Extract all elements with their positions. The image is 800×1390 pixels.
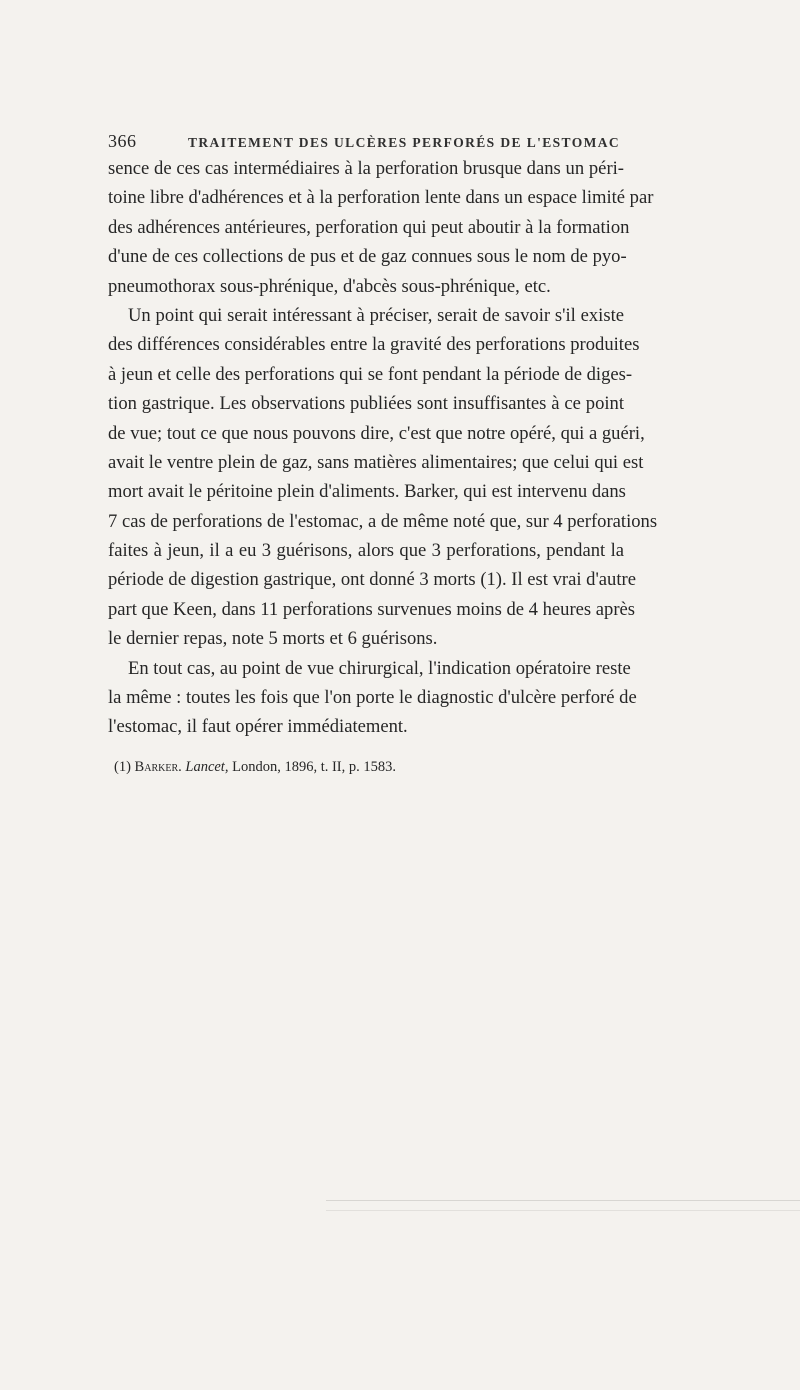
text-line: pneumothorax sous-phrénique, d'abcès sous-phrénique, etc.	[108, 275, 551, 297]
footnote-author: Barker.	[134, 759, 182, 775]
text-line: à jeun et celle des perforations qui se font pendant la période de diges-	[108, 363, 633, 385]
text-line: la même : toutes les fois que l'on porte le diagnostic d'ulcère perforé de	[108, 687, 637, 709]
scan-artifact-line	[326, 1210, 800, 1211]
text-line: faites à jeun, il a eu 3 guérisons, alors que 3 perforations, pendant la	[108, 540, 624, 562]
text-line: toine libre d'adhérences et à la perforation lente dans un espace limité par	[108, 187, 654, 209]
text-line: avait le ventre plein de gaz, sans matières alimentaires; que celui qui est	[108, 451, 644, 473]
text-line: 7 cas de perforations de l'estomac, a de même noté que, sur 4 perforations	[108, 510, 658, 532]
text-line: mort avait le péritoine plein d'aliments. Barker, qui est intervenu dans	[108, 481, 626, 503]
text-line: des adhérences antérieures, perforation qui peut aboutir à la formation	[108, 216, 630, 238]
footnote-journal: Lancet,	[185, 759, 229, 775]
page-header	[108, 131, 628, 152]
text-line: d'une de ces collections de pus et de gaz connues sous le nom de pyo-	[108, 246, 627, 268]
text-line: l'estomac, il faut opérer immédiatement.	[108, 716, 408, 738]
text-line: En tout cas, au point de vue chirurgical, l'indication opératoire reste	[128, 657, 631, 679]
footnote	[114, 757, 624, 777]
footnote-reference: London, 1896, t. II, p. 1583.	[232, 759, 397, 775]
text-line: sence de ces cas intermédiaires à la perforation brusque dans un péri-	[108, 158, 624, 179]
text-line: part que Keen, dans 11 perforations survenues moins de 4 heures après	[108, 598, 636, 620]
body-text	[108, 154, 658, 742]
scan-artifact-line	[326, 1200, 800, 1201]
text-line: le dernier repas, note 5 morts et 6 guérisons.	[108, 628, 438, 650]
text-line: de vue; tout ce que nous pouvons dire, c'est que notre opéré, qui a guéri,	[108, 422, 645, 444]
running-title: TRAITEMENT DES ULCÈRES PERFORÉS DE L'ESTOMAC	[188, 135, 621, 150]
footnote-marker: (1)	[114, 759, 131, 775]
text-line: des différences considérables entre la gravité des perforations produites	[108, 334, 640, 356]
text-line: période de digestion gastrique, ont donné 3 morts (1). Il est vrai d'autre	[108, 569, 636, 591]
text-line: Un point qui serait intéressant à préciser, serait de savoir s'il existe	[128, 304, 624, 326]
text-line: tion gastrique. Les observations publiées sont insuffisantes à ce point	[108, 393, 624, 415]
page-number: 366	[108, 131, 137, 151]
